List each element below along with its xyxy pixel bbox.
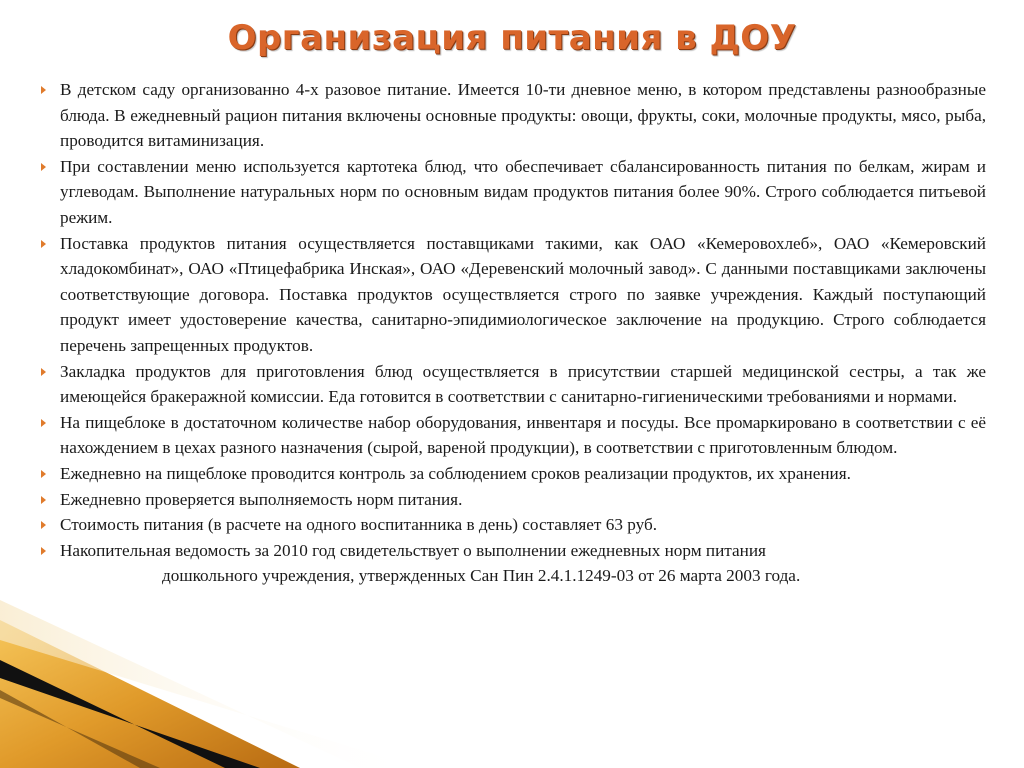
- list-item: [40, 410, 986, 461]
- content-list: [40, 77, 986, 589]
- triangle-bullet-icon: [41, 521, 46, 529]
- triangle-bullet-icon: [41, 86, 46, 94]
- list-item: [40, 154, 986, 231]
- list-item: [40, 487, 986, 513]
- pale-wedge: [0, 600, 420, 768]
- list-item-last: [40, 538, 986, 589]
- list-item-text: Поставка продуктов питания осуществляется поставщиками такими, как ОАО «Кемеровохлеб», ОАО «Кемеровский хладокомбинат», ОАО «Птицефабрика Инская», ОАО «Деревенский молочный завод». С данными поставщиками заключены соответствующие договора. Поставка продуктов осуществляется строго по заявке учреждения. Каждый поступающий продукт имеет удостоверение качества, санитарно-эпидимиологическое заключение на продукцию. Строго соблюдается перечень запрещенных продуктов.: [60, 233, 986, 355]
- list-item: [40, 461, 986, 487]
- thin-stripe: [0, 690, 160, 768]
- list-item-text-line2: дошкольного учреждения, утвержденных Сан Пин 2.4.1.1249-03 от 26 марта 2003 года.: [162, 566, 801, 586]
- list-item-text-line1: Накопительная ведомость за 2010 год свидетельствует о выполнении ежедневных норм питания: [60, 540, 766, 560]
- triangle-bullet-icon: [41, 163, 46, 171]
- page-title: Организация питания в ДОУ: [227, 18, 797, 58]
- list-item: [40, 512, 986, 538]
- list-item-text: Ежедневно проверяется выполняемость норм питания.: [60, 489, 463, 509]
- triangle-bullet-icon: [41, 496, 46, 504]
- list-item-text: При составлении меню используется картотека блюд, что обеспечивает сбалансированность питания по белкам, жирам и углеводам. Выполнение натуральных норм по основным видам продуктов питания более 90%. Строго соблюдается питьевой режим.: [60, 156, 986, 227]
- list-item: [40, 77, 986, 154]
- list-item-text: Ежедневно на пищеблоке проводится контроль за соблюдением сроков реализации продуктов, их хранения.: [60, 463, 851, 483]
- list-item: [40, 359, 986, 410]
- triangle-bullet-icon: [41, 240, 46, 248]
- triangle-bullet-icon: [41, 547, 46, 555]
- triangle-bullet-icon: [41, 368, 46, 376]
- list-item-text: Стоимость питания (в расчете на одного воспитанника в день) составляет 63 руб.: [60, 515, 657, 535]
- dark-stripe: [0, 660, 260, 768]
- list-item-text: В детском саду организованно 4-х разовое питание. Имеется 10-ти дневное меню, в котором представлены разнообразные блюда. В ежедневный рацион питания включены основные продукты: овощи, фрукты, соки, молочные продукты, мясо, рыба, проводится витаминизация.: [60, 80, 986, 151]
- list-item-text: Закладка продуктов для приготовления блюд осуществляется в присутствии старшей медицинской сестры, а так же имеющейся бракеражной комиссии. Еда готовится в соответствии с санитарно-гигиеническими требованиями и нормами.: [60, 361, 986, 407]
- triangle-bullet-icon: [41, 470, 46, 478]
- list-item: [40, 231, 986, 359]
- triangle-bullet-icon: [41, 419, 46, 427]
- gold-wedge: [0, 620, 300, 768]
- list-item-text: На пищеблоке в достаточном количестве набор оборудования, инвентаря и посуды. Все промаркировано в соответствии с её нахождением в цехах разного назначения (сырой, вареной продукции), в соответствии с приготовленным блюдом.: [60, 412, 986, 458]
